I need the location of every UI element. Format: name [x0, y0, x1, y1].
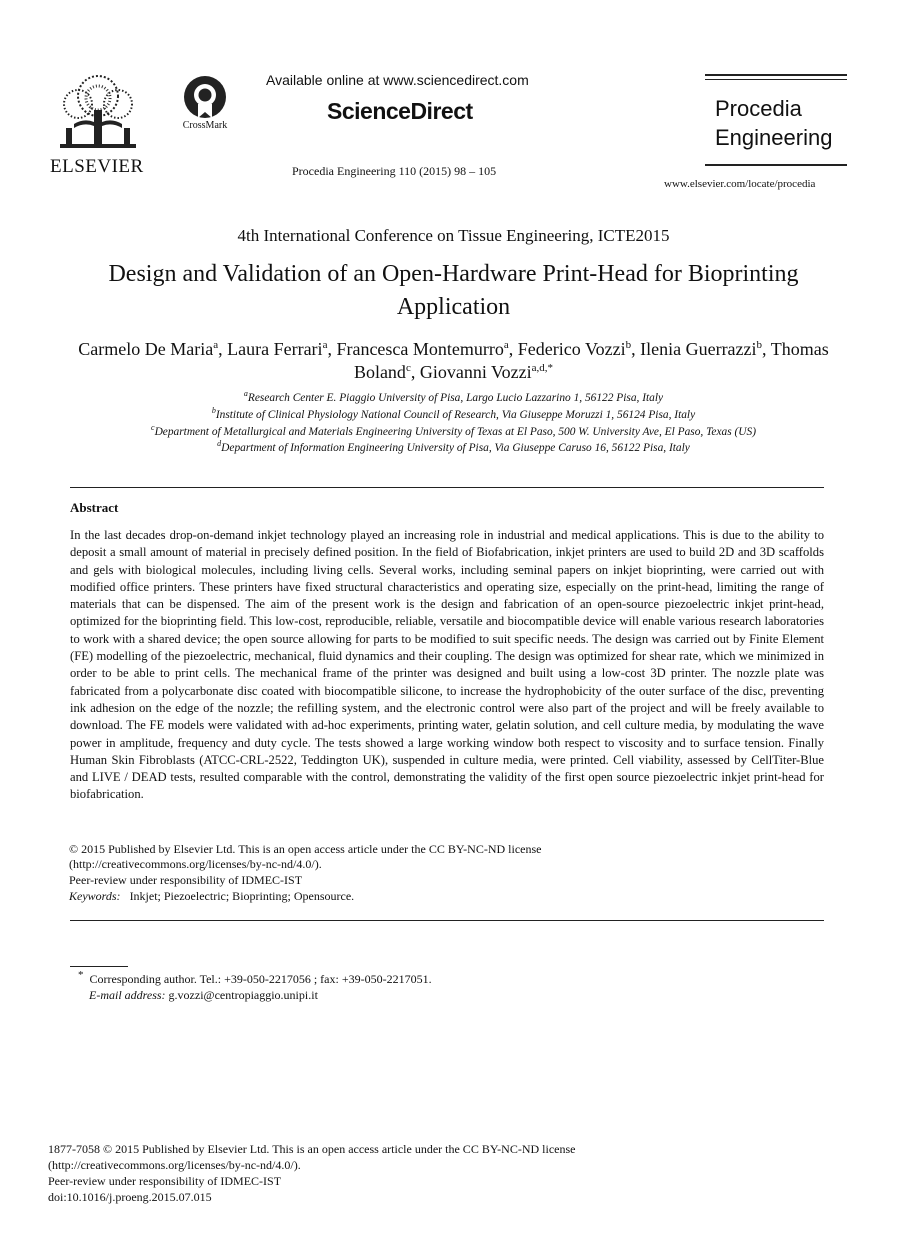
affiliation-text: Department of Metallurgical and Materials Engineering University of Texas at El Paso, 500 W. University Ave, El Paso, Texas (US) — [154, 425, 756, 438]
keywords-label: Keywords: — [69, 889, 121, 903]
affiliation — [60, 407, 847, 424]
author-name: Ilenia Guerrazzi — [640, 339, 757, 359]
affiliation-text: Institute of Clinical Physiology National Council of Research, Via Giuseppe Moruzzi 1, 56124 Pisa, Italy — [215, 408, 696, 421]
available-online-text: Available online at www.sciencedirect.com — [266, 72, 529, 88]
author-name: Francesca Montemurro — [336, 339, 504, 359]
publisher-name: ELSEVIER — [50, 156, 144, 177]
affiliation-mark: b — [211, 406, 216, 415]
affiliation-text: Department of Information Engineering University of Pisa, Via Giuseppe Caruso 16, 56122 Pisa, Italy — [221, 442, 690, 455]
affiliation-mark: c — [151, 422, 155, 432]
rule — [705, 74, 847, 76]
author-name: Thomas Boland — [353, 339, 829, 382]
author — [420, 362, 553, 382]
journal-name — [715, 94, 832, 152]
license-link[interactable]: (http://creativecommons.org/licenses/by-nc-nd/4.0/). — [48, 1158, 301, 1172]
abstract-bottom-rule — [70, 920, 824, 921]
doi[interactable]: doi:10.1016/j.proeng.2015.07.015 — [48, 1190, 212, 1204]
affiliation-text: Research Center E. Piaggio University of Pisa, Largo Lucio Lazzarino 1, 56122 Pisa, Italy — [247, 392, 664, 404]
footnote-rule — [70, 966, 128, 967]
crossmark-label: CrossMark — [182, 120, 228, 131]
rule — [705, 79, 847, 80]
author-affiliation-mark: a — [322, 339, 328, 351]
affiliation-list — [60, 390, 847, 457]
affiliation-mark: d — [217, 439, 222, 449]
paper-title: Design and Validation of an Open-Hardware Print-Head for Bioprinting Application — [108, 261, 799, 320]
author-separator: , — [631, 339, 641, 359]
footnote — [78, 971, 432, 1003]
affiliation-mark: a — [243, 389, 248, 399]
abstract-body: In the last decades drop-on-demand inkjet technology played an increasing role in industrial and medical applications. This is due to the ability to deposit a small amount of material in precisely defined position. In the field of Biofabrication, inkjet printers are used to build 2D and 3D scaffolds and gels with biological molecules, including living cells. Several works, including seminal papers on inkjet bioprinting, were carried out with modified office printers. These printers have fixed structural characteristics and operating size, especially on the print-head, limiting the range of materials that can be dispensed. The aim of the present work is the design and fabrication of an open-source piezoelectric inkjet print-head, optimized for the bioprinting field. This low-cost, reproducible, reliable, versatile and biocompatible device will enable various research laboratories to work with a shared device; the open source allowing for parts to be modified to suit specific needs. The design was carried out by Finite Element (FE) modelling of the piezoelectric, mechanical, fluid dynamics and their coupling. The design was optimized for shear rate, which we minimized in order to be able to print cells. The mechanical frame of the printer was designed and built using a low-cost 3D printer. The nozzle plate was fabricated from a polycarbonate disc coated with biocompatible silicone, to increase the hydrophobicity of the outer surface of the disc, preventing ink adhesion on the edge of the nozzle; the refilling system, and the electronic control were also part of the project and will be freely available to download. The FE models were validated with ad-hoc experiments, printing water, gelatin solution, and cell culture media, by modulating the wave power in amplitude, frequency and duty cycle. The tests showed a large working window both respect to viscosity and to surface tension. Finally Human Skin Fibroblasts (ATCC-CRL-2522, Teddington UK), suspended in culture media, were printed. Cell viability, assessed by CellTiter-Blue and LIVE / DEAD tests, resulted comparable with the control, demonstrating the validity of the first open source piezoelectric inkjet print-head for biofabrication. — [70, 528, 824, 802]
copyright-block — [69, 842, 769, 888]
sciencedirect-logo: ScienceDirect — [327, 98, 473, 124]
keywords-values: Inkjet; Piezoelectric; Bioprinting; Opensource. — [129, 889, 355, 903]
author-affiliation-mark: c — [405, 362, 411, 374]
author-affiliation-mark: a — [503, 339, 509, 351]
author-separator: , — [327, 339, 337, 359]
issn-copyright-line: 1877-7058 © 2015 Published by Elsevier Ltd. This is an open access article under the CC BY-NC-ND license — [48, 1142, 576, 1156]
author-separator: , — [410, 362, 420, 382]
elsevier-logo — [48, 74, 148, 177]
crossmark-badge[interactable] — [174, 74, 236, 136]
license-link[interactable]: (http://creativecommons.org/licenses/by-nc-nd/4.0/). — [69, 857, 322, 872]
author-name: Giovanni Vozzi — [419, 362, 532, 382]
email-label: E-mail address: — [89, 988, 166, 1002]
author-affiliation-mark: b — [756, 339, 763, 351]
author — [227, 339, 336, 359]
keywords — [69, 889, 354, 904]
conference-name: 4th International Conference on Tissue Engineering, ICTE2015 — [237, 226, 670, 245]
journal-title-box — [705, 74, 847, 166]
bottom-copyright-block — [48, 1141, 808, 1205]
corresponding-author-text: Corresponding author. Tel.: +39-050-2217056 ; fax: +39-050-2217051. — [89, 972, 432, 986]
abstract-top-rule — [70, 487, 824, 488]
author — [518, 339, 640, 359]
peer-review-note: Peer-review under responsibility of IDMEC-IST — [69, 872, 303, 887]
affiliation — [60, 440, 847, 457]
corresponding-author-line — [78, 971, 432, 987]
crossmark-icon — [174, 74, 236, 120]
author — [78, 339, 227, 359]
email-line — [78, 987, 432, 1003]
journal-url[interactable]: www.elsevier.com/locate/procedia — [664, 178, 816, 190]
author — [640, 339, 771, 359]
author-list — [70, 338, 837, 384]
author — [336, 339, 517, 359]
author-name: Federico Vozzi — [517, 339, 626, 359]
rule — [705, 164, 847, 166]
author-affiliation-mark: a,d,* — [531, 362, 554, 374]
email-address[interactable]: g.vozzi@centropiaggio.unipi.it — [168, 988, 318, 1002]
footnote-marker: * — [78, 969, 84, 981]
affiliation — [60, 424, 847, 441]
author-name: Carmelo De Maria — [78, 339, 214, 359]
journal-reference: Procedia Engineering 110 (2015) 98 – 105 — [292, 164, 497, 178]
author-separator: , — [218, 339, 228, 359]
author-separator: , — [762, 339, 771, 359]
journal-name-line: Procedia — [715, 96, 802, 121]
affiliation — [60, 390, 847, 407]
journal-name-line: Engineering — [715, 125, 833, 150]
author-name: Laura Ferrari — [227, 339, 323, 359]
author-affiliation-mark: b — [625, 339, 632, 351]
author-separator: , — [508, 339, 518, 359]
peer-review-note: Peer-review under responsibility of IDMEC-IST — [48, 1174, 282, 1188]
copyright-line: © 2015 Published by Elsevier Ltd. This is an open access article under the CC BY-NC-ND license — [69, 842, 542, 856]
author-affiliation-mark: a — [213, 339, 219, 351]
elsevier-tree-icon — [54, 74, 142, 152]
abstract-heading: Abstract — [70, 500, 119, 515]
